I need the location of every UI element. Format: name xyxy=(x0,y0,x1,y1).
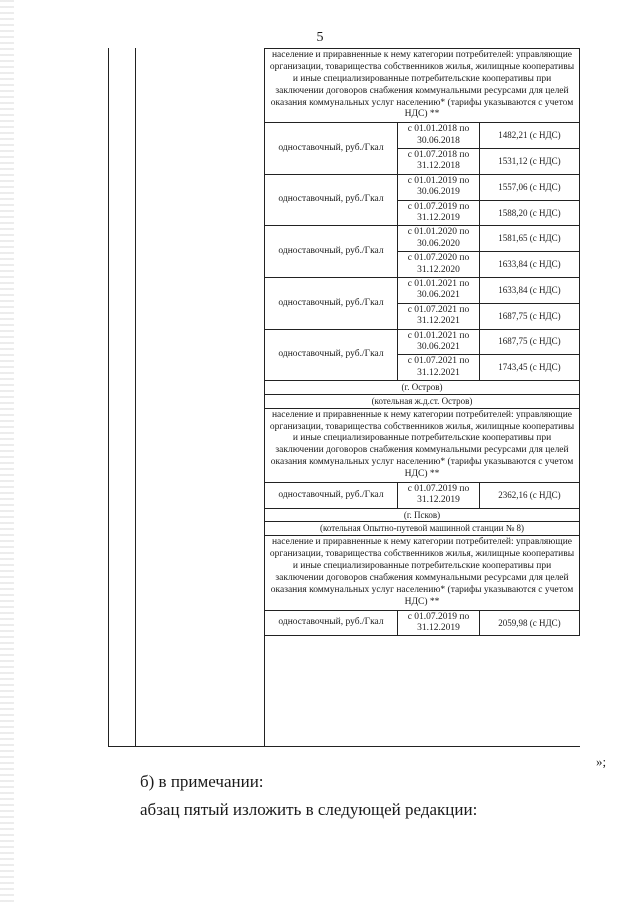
tariff-value: 1633,84 (с НДС) xyxy=(480,277,580,303)
period-cell: с 01.07.2021 по 31.12.2021 xyxy=(398,303,480,329)
tariff-type: одноставочный, руб./Гкал xyxy=(265,610,398,636)
scan-edge xyxy=(0,0,14,905)
tariff-table xyxy=(264,48,580,636)
group-header-row xyxy=(265,49,580,123)
tariff-type: одноставочный, руб./Гкал xyxy=(265,226,398,278)
tariff-type: одноставочный, руб./Гкал xyxy=(265,123,398,175)
tariff-value: 1557,06 (с НДС) xyxy=(480,174,580,200)
group-header-row xyxy=(265,408,580,482)
boiler-row xyxy=(265,522,580,536)
city-label: (г. Псков) xyxy=(265,508,580,522)
period-cell: с 01.07.2019 по 31.12.2019 xyxy=(398,610,480,636)
city-row xyxy=(265,508,580,522)
period-cell: с 01.01.2018 по 30.06.2018 xyxy=(398,123,480,149)
table-row xyxy=(265,610,580,636)
tariff-value: 1743,45 (с НДС) xyxy=(480,355,580,381)
tariff-value: 1482,21 (с НДС) xyxy=(480,123,580,149)
boiler-label: (котельная ж.д.ст. Остров) xyxy=(265,394,580,408)
table-row xyxy=(265,123,580,149)
tariff-value: 2059,98 (с НДС) xyxy=(480,610,580,636)
tariff-value: 2362,16 (с НДС) xyxy=(480,482,580,508)
table-border-left xyxy=(108,48,109,746)
closing-quote: »; xyxy=(596,754,607,769)
tariff-value: 1531,12 (с НДС) xyxy=(480,149,580,175)
city-row xyxy=(265,381,580,395)
city-label: (г. Остров) xyxy=(265,381,580,395)
page-number: 5 xyxy=(316,30,324,45)
period-cell: с 01.01.2021 по 30.06.2021 xyxy=(398,329,480,355)
period-cell: с 01.07.2019 по 31.12.2019 xyxy=(398,200,480,226)
consumer-category: население и приравненные к нему категории потребителей: управляющие организации, товарищества собственников жилья, жилищные кооперативы и иные специализированные потребительские кооперативы при заключении договоров снабжения коммунальными ресурсами для целей оказания коммунальных услуг населению* (тарифы указываются с учетом НДС) ** xyxy=(265,49,580,123)
tariff-type: одноставочный, руб./Гкал xyxy=(265,329,398,381)
table-row xyxy=(265,277,580,303)
table-row xyxy=(265,226,580,252)
table-border-bottom xyxy=(108,746,580,747)
period-cell: с 01.07.2018 по 31.12.2018 xyxy=(398,149,480,175)
tariff-type: одноставочный, руб./Гкал xyxy=(265,277,398,329)
table-column-divider xyxy=(135,48,136,746)
paragraph-b: б) в примечании: xyxy=(140,772,264,791)
period-cell: с 01.01.2020 по 30.06.2020 xyxy=(398,226,480,252)
tariff-value: 1581,65 (с НДС) xyxy=(480,226,580,252)
tariff-value: 1588,20 (с НДС) xyxy=(480,200,580,226)
tariff-value: 1633,84 (с НДС) xyxy=(480,252,580,278)
table-row xyxy=(265,174,580,200)
tariff-type: одноставочный, руб./Гкал xyxy=(265,174,398,226)
period-cell: с 01.01.2021 по 30.06.2021 xyxy=(398,277,480,303)
group-header-row xyxy=(265,536,580,610)
paragraph-text: абзац пятый изложить в следующей редакции: xyxy=(140,800,478,819)
period-cell: с 01.07.2020 по 31.12.2020 xyxy=(398,252,480,278)
tariff-type: одноставочный, руб./Гкал xyxy=(265,482,398,508)
consumer-category: население и приравненные к нему категории потребителей: управляющие организации, товарищества собственников жилья, жилищные кооперативы и иные специализированные потребительские кооперативы при заключении договоров снабжения коммунальными ресурсами для целей оказания коммунальных услуг населению* (тарифы указываются с учетом НДС) ** xyxy=(265,408,580,482)
period-cell: с 01.07.2021 по 31.12.2021 xyxy=(398,355,480,381)
table-row xyxy=(265,329,580,355)
consumer-category: население и приравненные к нему категории потребителей: управляющие организации, товарищества собственников жилья, жилищные кооперативы и иные специализированные потребительские кооперативы при заключении договоров снабжения коммунальными ресурсами для целей оказания коммунальных услуг населению* (тарифы указываются с учетом НДС) ** xyxy=(265,536,580,610)
boiler-label: (котельная Опытно-путевой машинной станции № 8) xyxy=(265,522,580,536)
tariff-value: 1687,75 (с НДС) xyxy=(480,303,580,329)
period-cell: с 01.07.2019 по 31.12.2019 xyxy=(398,482,480,508)
period-cell: с 01.01.2019 по 30.06.2019 xyxy=(398,174,480,200)
tariff-value: 1687,75 (с НДС) xyxy=(480,329,580,355)
boiler-row xyxy=(265,394,580,408)
table-row xyxy=(265,482,580,508)
